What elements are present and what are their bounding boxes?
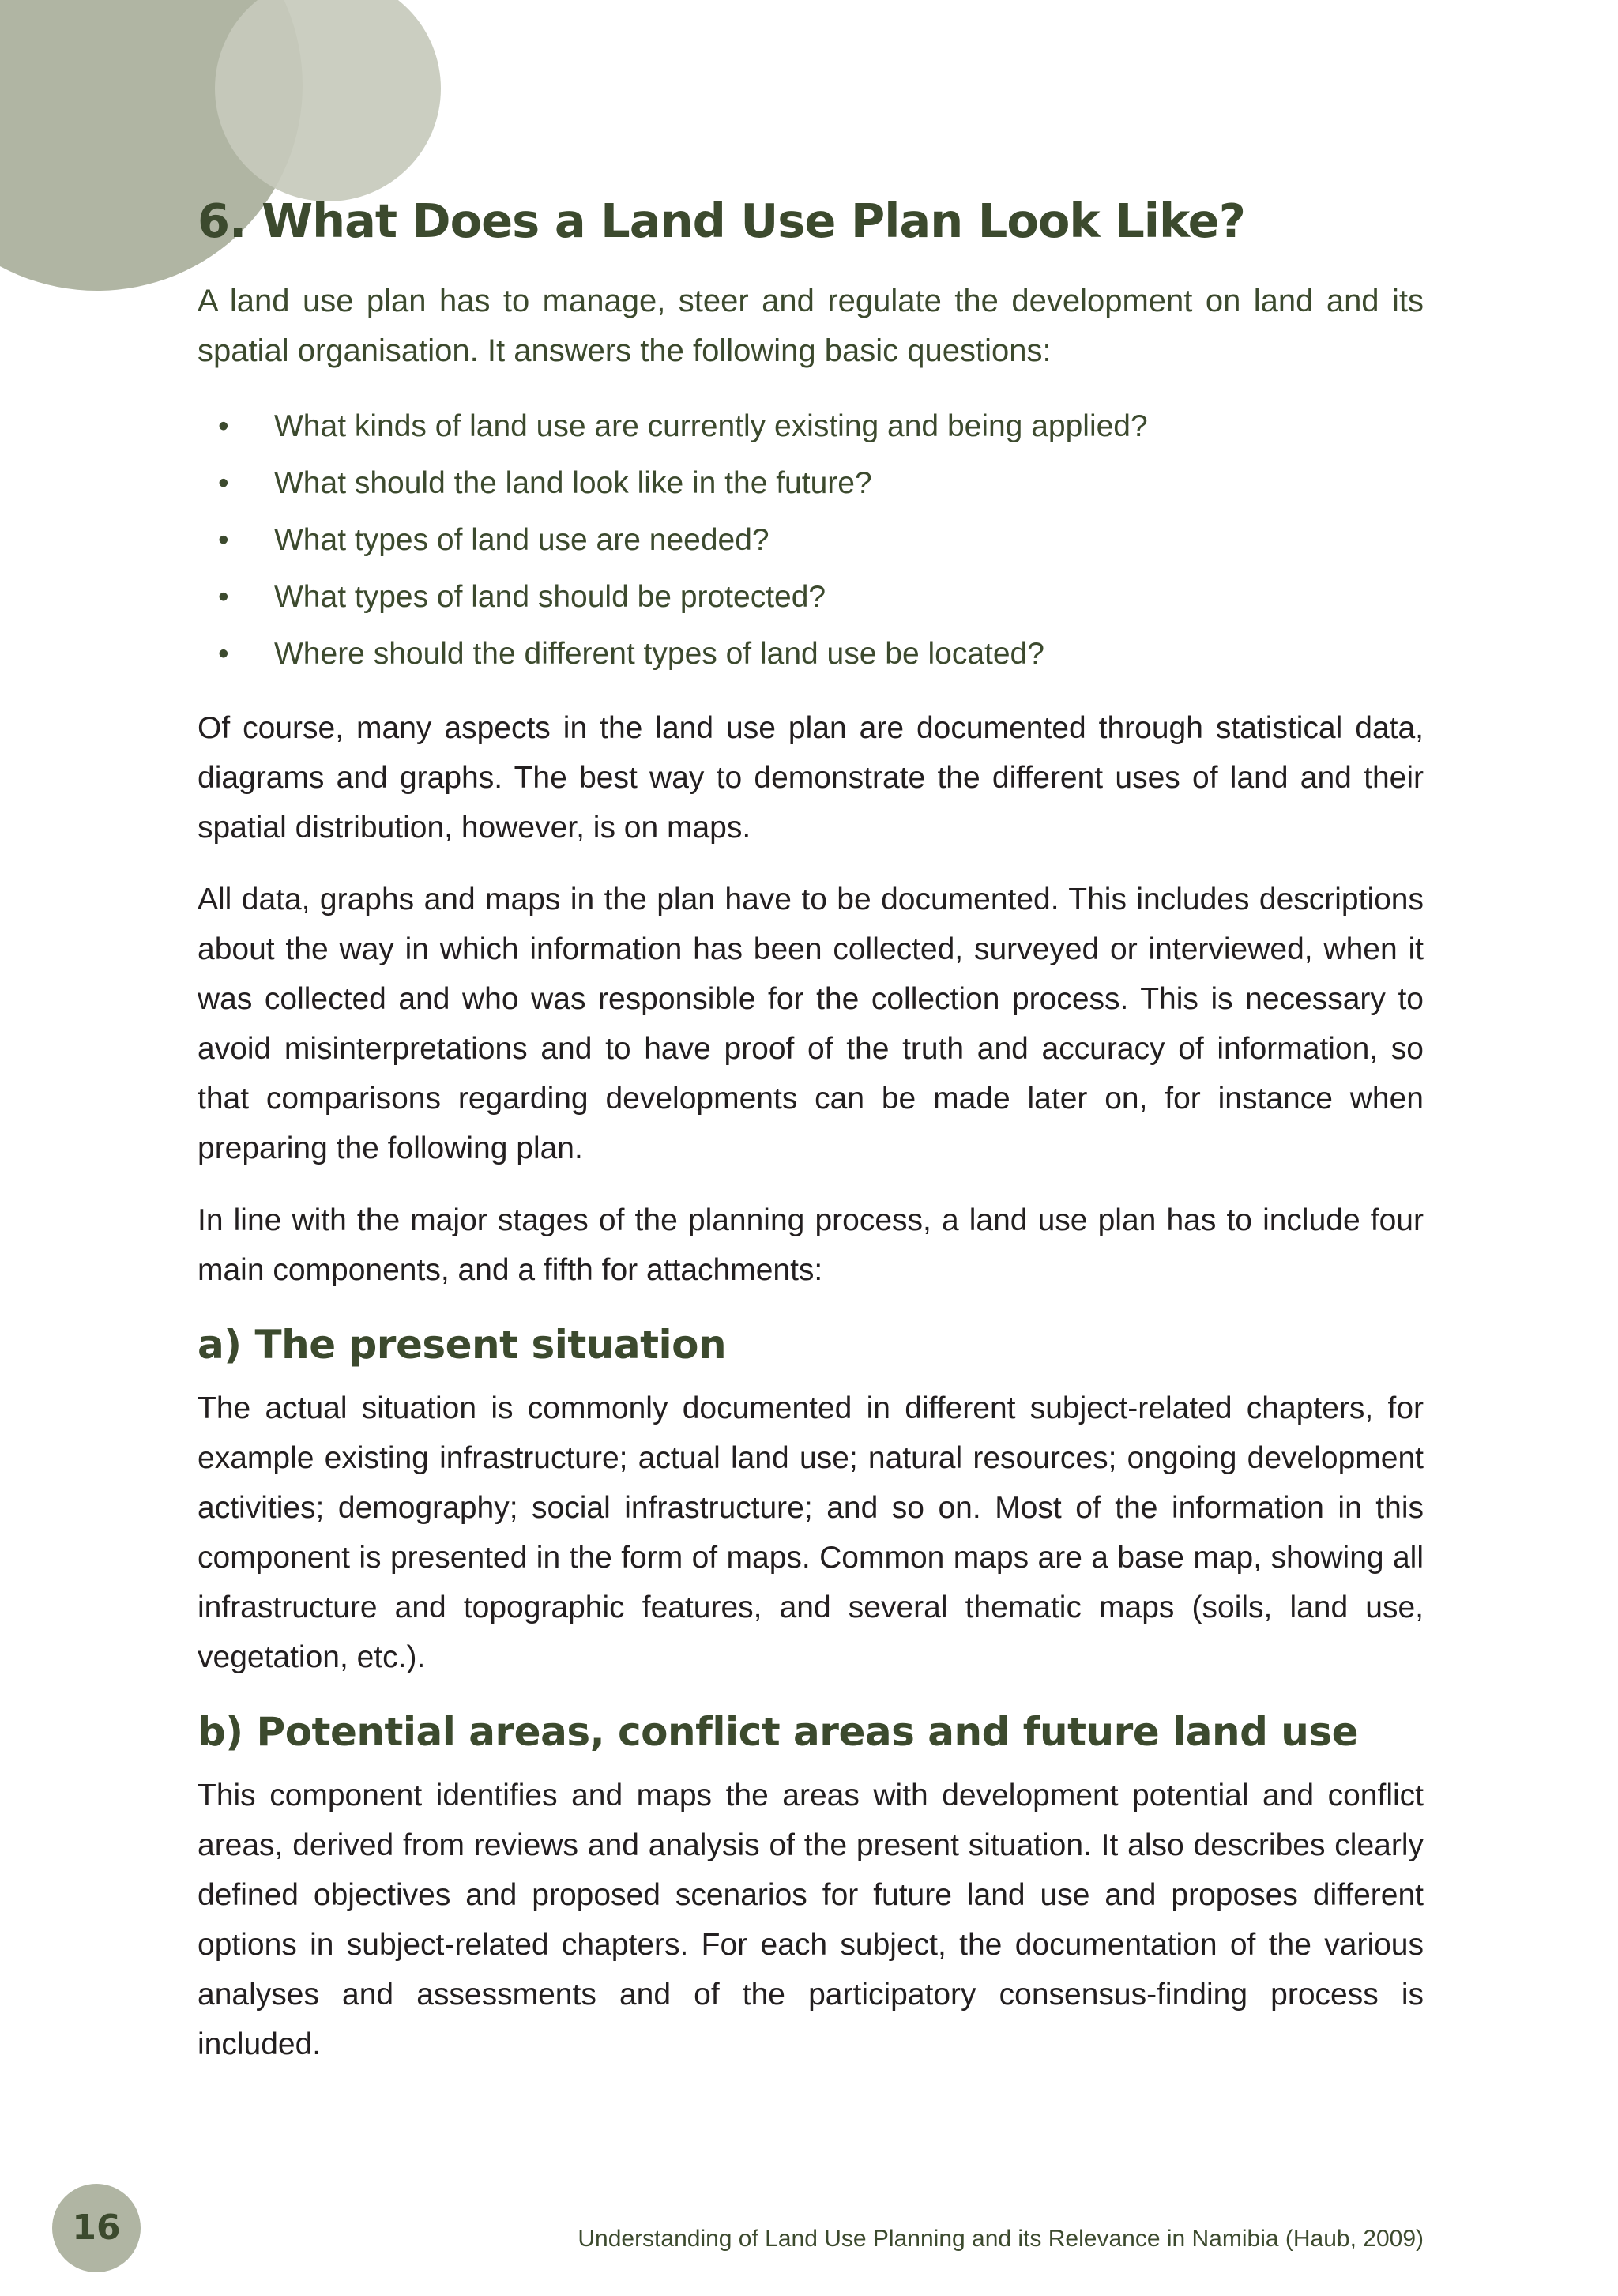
bullet-icon: •: [218, 580, 229, 614]
bullet-icon: •: [218, 523, 229, 557]
paragraph-documentation: All data, graphs and maps in the plan have to be documented. This includes descriptions about the way in which information has been collected, surveyed or interviewed, when it was collected and who was responsible for the collection process. This is necessary to avoid misinterpretations and to have proof of the truth and accuracy of information, so that comparisons regarding developments can be made later on, for instance when preparing the following plan.: [198, 883, 1424, 1165]
bullet-icon: •: [218, 637, 229, 671]
page-number-badge: 16: [52, 2184, 141, 2272]
list-item: [198, 455, 1424, 512]
list-item: [198, 512, 1424, 569]
intro-paragraph: A land use plan has to manage, steer and regulate the development on land and its spatial organisation. It answers the following basic questions:: [198, 284, 1424, 368]
bullet-icon: •: [218, 409, 229, 443]
list-item: [198, 626, 1424, 683]
list-item-text: What kinds of land use are currently existing and being applied?: [274, 409, 1148, 443]
list-item: [198, 569, 1424, 626]
list-item-text: What types of land should be protected?: [274, 580, 826, 614]
list-item-text: What should the land look like in the future?: [274, 466, 872, 500]
paragraph-maps: Of course, many aspects in the land use plan are documented through statistical data, diagrams and graphs. The best way to demonstrate the different uses of land and their spatial distribution, however, is on maps.: [198, 711, 1424, 845]
section-a-heading: a) The present situation: [198, 1322, 727, 1368]
section-b-text: This component identifies and maps the areas with development potential and conflict areas, derived from reviews and analysis of the present situation. It also describes clearly defined objectives and proposed scenarios for future land use and proposes different options in subject-related chapters. For each subject, the documentation of the various analyses and assessments and of the participatory consensus-finding process is included.: [198, 1778, 1424, 2061]
list-item-text: Where should the different types of land use be located?: [274, 637, 1044, 671]
section-b-heading: b) Potential areas, conflict areas and future land use: [198, 1709, 1359, 1755]
questions-list: [198, 398, 1424, 683]
list-item-text: What types of land use are needed?: [274, 523, 769, 557]
page-content: [198, 190, 1424, 2091]
bullet-icon: •: [218, 466, 229, 500]
paragraph-components: In line with the major stages of the planning process, a land use plan has to include four main components, and a fifth for attachments:: [198, 1203, 1424, 1287]
section-a-text: The actual situation is commonly documented in different subject-related chapters, for example existing infrastructure; actual land use; natural resources; ongoing development activities; demography; social infrastructure; and so on. Most of the information in this component is presented in the form of maps. Common maps are a base map, showing all infrastructure and topographic features, and several thematic maps (soils, land use, vegetation, etc.).: [198, 1391, 1424, 1674]
page-title: 6. What Does a Land Use Plan Look Like?: [198, 194, 1245, 248]
footer-citation: Understanding of Land Use Planning and its Relevance in Namibia (Haub, 2009): [578, 2226, 1424, 2252]
list-item: [198, 398, 1424, 455]
